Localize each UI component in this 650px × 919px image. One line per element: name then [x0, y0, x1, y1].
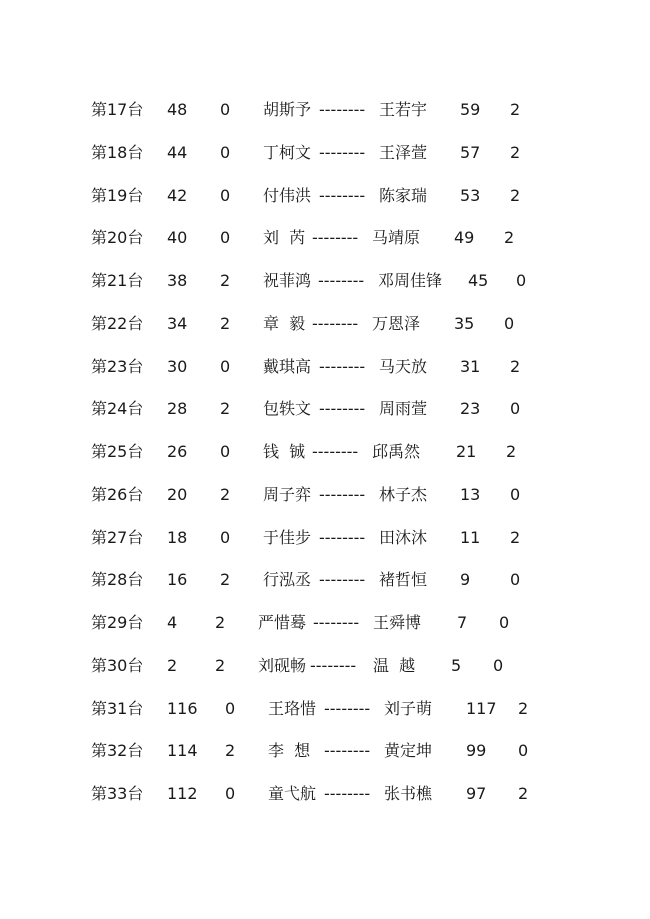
- pairing-row: [0, 97, 650, 123]
- player1-points: 0: [220, 356, 231, 376]
- player1-number: 114: [167, 741, 198, 761]
- player1-points: 2: [220, 271, 231, 290]
- player2-name: 王若宇: [379, 100, 428, 119]
- pairing-row: [0, 268, 650, 294]
- player2-points: 2: [510, 142, 521, 162]
- board-number: 第20台: [91, 228, 144, 248]
- player1-name: 章 毅: [263, 313, 306, 333]
- player2-name: 万恩泽: [372, 313, 421, 333]
- player1-number: 40: [167, 228, 188, 248]
- board-number: 第31台: [91, 698, 144, 718]
- player2-points: 0: [518, 741, 529, 761]
- player1-name: 李 想: [268, 741, 311, 761]
- player2-name: 王泽萱: [379, 142, 428, 162]
- versus-separator: --------: [310, 655, 357, 675]
- pairing-row: [0, 482, 650, 508]
- player1-number: 30: [167, 356, 188, 376]
- player1-points: 0: [220, 527, 231, 547]
- player1-points: 0: [220, 228, 231, 248]
- versus-separator: --------: [319, 185, 366, 205]
- player2-number: 49: [454, 228, 475, 248]
- player2-number: 5: [451, 655, 462, 675]
- player2-number: 7: [457, 613, 468, 632]
- versus-separator: --------: [319, 570, 366, 590]
- player1-name: 钱 铖: [263, 442, 306, 461]
- board-number: 第26台: [91, 484, 144, 504]
- player1-points: 2: [225, 741, 236, 761]
- player1-number: 26: [167, 442, 188, 461]
- player2-number: 31: [460, 356, 481, 376]
- player2-number: 21: [456, 442, 477, 461]
- player2-points: 0: [516, 271, 527, 290]
- player2-number: 23: [460, 399, 481, 419]
- board-number: 第28台: [91, 570, 144, 590]
- player2-name: 陈家瑞: [379, 185, 428, 205]
- versus-separator: --------: [319, 484, 366, 504]
- player1-number: 18: [167, 527, 188, 547]
- player1-points: 2: [220, 484, 231, 504]
- pairing-row: [0, 525, 650, 551]
- player2-name: 刘子萌: [384, 698, 433, 718]
- versus-separator: --------: [319, 399, 366, 419]
- versus-separator: --------: [319, 356, 366, 376]
- player2-points: 2: [510, 100, 521, 119]
- player2-number: 13: [460, 484, 481, 504]
- versus-separator: --------: [318, 271, 365, 290]
- player2-points: 2: [504, 228, 515, 248]
- player2-points: 0: [504, 313, 515, 333]
- player2-points: 0: [493, 655, 504, 675]
- player1-number: 44: [167, 142, 188, 162]
- player2-points: 2: [518, 698, 529, 718]
- board-number: 第25台: [91, 442, 144, 461]
- board-number: 第17台: [91, 100, 144, 119]
- player2-number: 59: [460, 100, 481, 119]
- player1-name: 胡斯予: [263, 100, 312, 119]
- pairing-row: [0, 140, 650, 166]
- board-number: 第30台: [91, 655, 144, 675]
- player1-number: 116: [167, 698, 198, 718]
- pairing-row: [0, 396, 650, 422]
- player1-points: 0: [220, 100, 231, 119]
- player2-name: 张书樵: [384, 784, 433, 803]
- player2-name: 邱禹然: [372, 442, 421, 461]
- player2-points: 2: [510, 185, 521, 205]
- player1-name: 付伟洪: [263, 185, 312, 205]
- player1-points: 0: [225, 698, 236, 718]
- pairing-row: [0, 781, 650, 807]
- player2-number: 97: [466, 784, 487, 803]
- versus-separator: --------: [324, 784, 371, 803]
- player1-number: 2: [167, 655, 178, 675]
- player1-points: 0: [220, 442, 231, 461]
- board-number: 第22台: [91, 313, 144, 333]
- versus-separator: --------: [312, 313, 359, 333]
- board-number: 第32台: [91, 741, 144, 761]
- versus-separator: --------: [324, 741, 371, 761]
- player1-name: 刘砚畅: [258, 655, 307, 675]
- versus-separator: --------: [312, 228, 359, 248]
- player2-points: 2: [510, 356, 521, 376]
- player2-number: 53: [460, 185, 481, 205]
- player1-points: 0: [225, 784, 236, 803]
- board-number: 第23台: [91, 356, 144, 376]
- player2-name: 周雨萱: [379, 399, 428, 419]
- pairing-row: [0, 653, 650, 679]
- player2-name: 王舜博: [373, 613, 422, 632]
- player2-points: 0: [510, 399, 521, 419]
- player1-points: 2: [220, 399, 231, 419]
- player1-number: 20: [167, 484, 188, 504]
- player2-name: 褚哲恒: [379, 570, 428, 590]
- versus-separator: --------: [319, 527, 366, 547]
- pairing-row: [0, 311, 650, 337]
- player1-name: 刘 芮: [263, 228, 306, 248]
- player2-number: 11: [460, 527, 481, 547]
- player1-number: 16: [167, 570, 188, 590]
- player1-number: 34: [167, 313, 188, 333]
- pairing-row: [0, 183, 650, 209]
- player1-name: 周子弈: [263, 484, 312, 504]
- player1-number: 38: [167, 271, 188, 290]
- board-number: 第27台: [91, 527, 144, 547]
- player2-points: 2: [518, 784, 529, 803]
- player2-name: 田沐沐: [379, 527, 428, 547]
- player1-points: 2: [215, 613, 226, 632]
- player1-number: 112: [167, 784, 198, 803]
- versus-separator: --------: [312, 442, 359, 461]
- player1-number: 28: [167, 399, 188, 419]
- player1-name: 行泓丞: [263, 570, 312, 590]
- pairing-row: [0, 696, 650, 722]
- player1-points: 2: [220, 570, 231, 590]
- board-number: 第33台: [91, 784, 144, 803]
- player2-number: 117: [466, 698, 497, 718]
- player2-points: 0: [499, 613, 510, 632]
- pairing-row: [0, 225, 650, 251]
- versus-separator: --------: [324, 698, 371, 718]
- player2-points: 2: [506, 442, 517, 461]
- player1-name: 祝菲鸿: [263, 271, 312, 290]
- board-number: 第19台: [91, 185, 144, 205]
- player2-number: 9: [460, 570, 471, 590]
- player2-name: 马靖原: [372, 228, 421, 248]
- player1-points: 0: [220, 185, 231, 205]
- pairing-row: [0, 610, 650, 636]
- player2-name: 马天放: [379, 356, 428, 376]
- player2-name: 温 越: [373, 655, 416, 675]
- player1-name: 王珞惜: [268, 698, 317, 718]
- player2-name: 黄定坤: [384, 741, 433, 761]
- versus-separator: --------: [313, 613, 360, 632]
- player1-points: 2: [220, 313, 231, 333]
- board-number: 第29台: [91, 613, 144, 632]
- player2-points: 0: [510, 484, 521, 504]
- player2-number: 57: [460, 142, 481, 162]
- pairing-row: [0, 439, 650, 465]
- player2-name: 邓周佳锋: [378, 271, 443, 290]
- player1-name: 严惜蓦: [258, 613, 307, 632]
- player1-name: 戴琪高: [263, 356, 312, 376]
- versus-separator: --------: [319, 100, 366, 119]
- player2-points: 0: [510, 570, 521, 590]
- player2-name: 林子杰: [379, 484, 428, 504]
- player1-name: 童弋航: [268, 784, 317, 803]
- player2-number: 35: [454, 313, 475, 333]
- player2-points: 2: [510, 527, 521, 547]
- board-number: 第18台: [91, 142, 144, 162]
- player1-points: 2: [215, 655, 226, 675]
- board-number: 第21台: [91, 271, 144, 290]
- player1-name: 丁柯文: [263, 142, 312, 162]
- versus-separator: --------: [319, 142, 366, 162]
- player1-number: 4: [167, 613, 178, 632]
- player2-number: 45: [468, 271, 489, 290]
- pairing-row: [0, 738, 650, 764]
- board-number: 第24台: [91, 399, 144, 419]
- player2-number: 99: [466, 741, 487, 761]
- pairing-row: [0, 567, 650, 593]
- pairing-row: [0, 354, 650, 380]
- player1-name: 包轶文: [263, 399, 312, 419]
- player1-number: 48: [167, 100, 188, 119]
- player1-name: 于佳步: [263, 527, 312, 547]
- player1-number: 42: [167, 185, 188, 205]
- player1-points: 0: [220, 142, 231, 162]
